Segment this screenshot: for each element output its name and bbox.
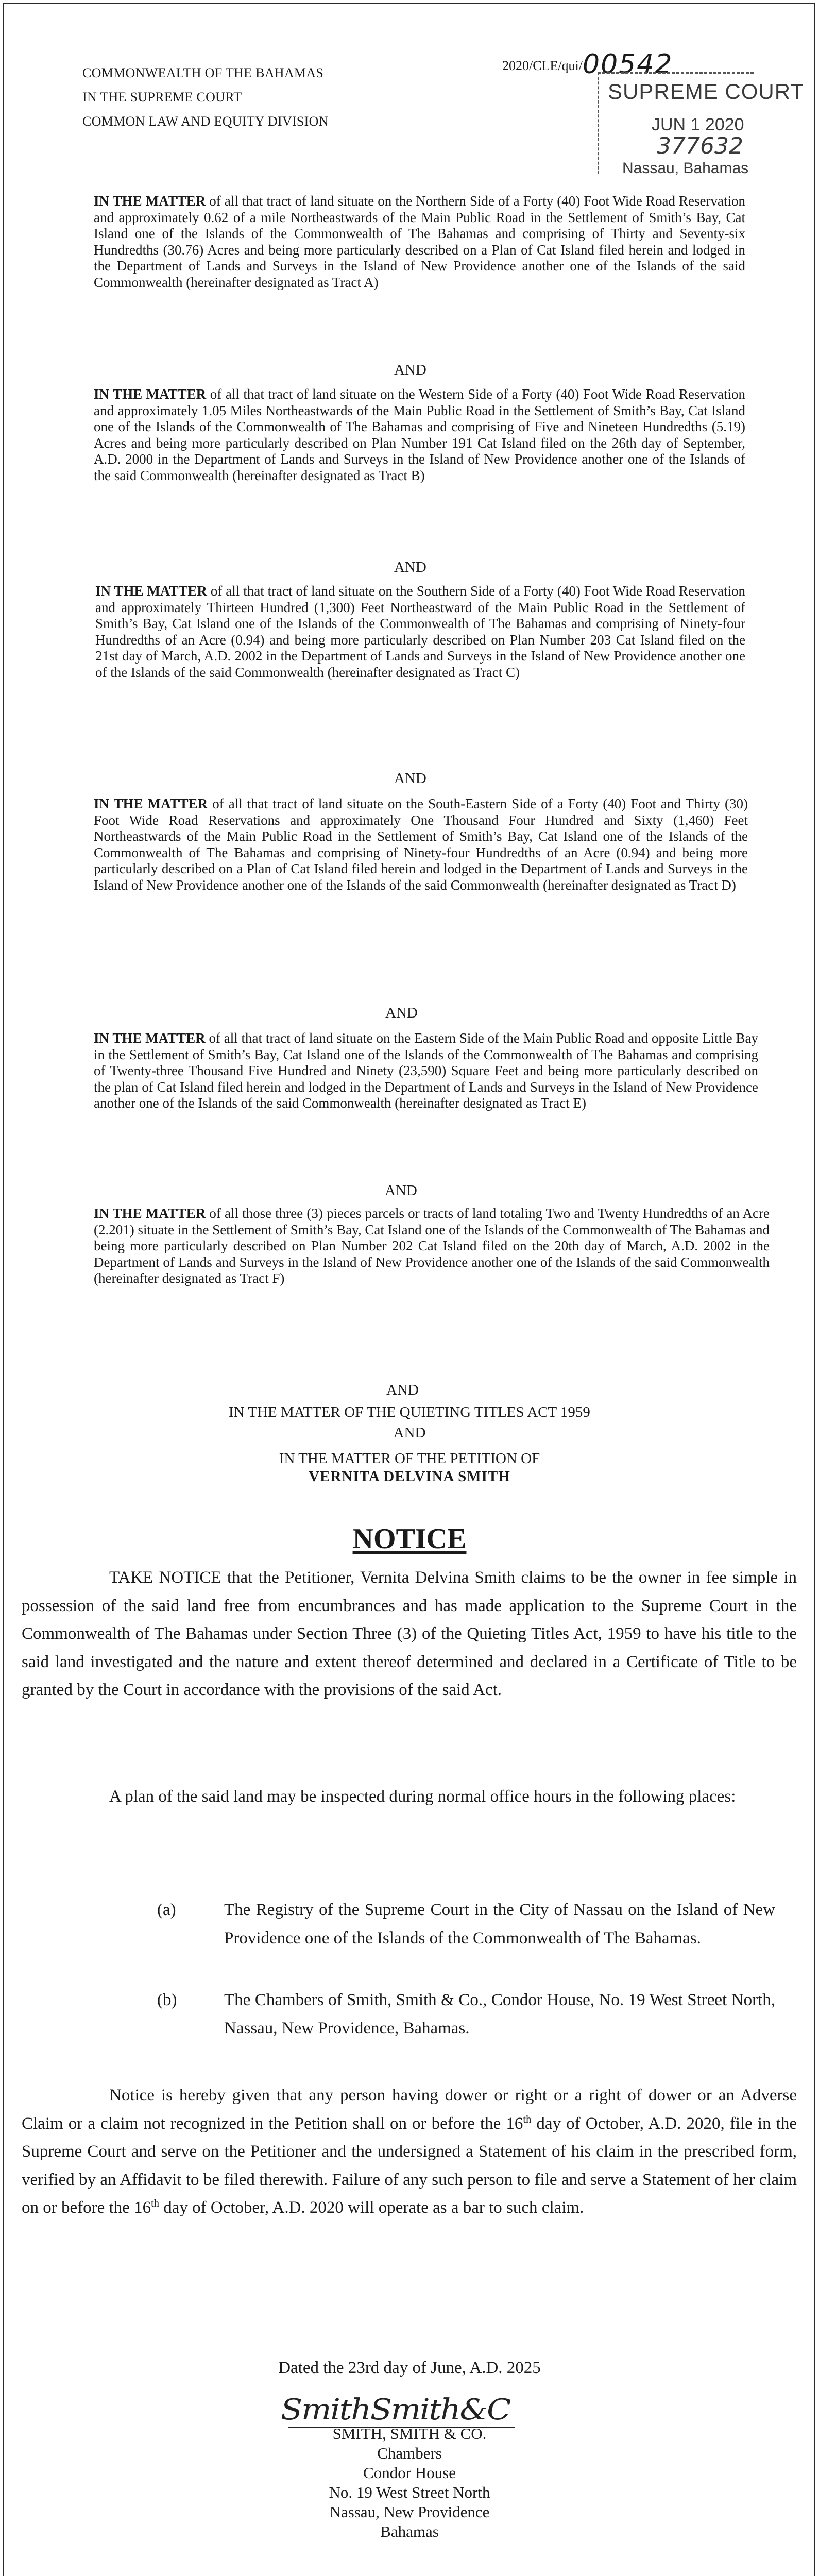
court-stamp bbox=[598, 72, 804, 180]
stamp-city: Nassau, Bahamas bbox=[622, 160, 749, 177]
notice-paragraph-3-part1: Notice is hereby given that any person having dower or right or a right of dower or an Adverse Claim or a claim not recognized in the Petition shall on or before the 16 bbox=[22, 2086, 797, 2133]
notice-title: NOTICE bbox=[352, 1523, 467, 1555]
and-separator: AND bbox=[394, 362, 426, 378]
matter-lead: IN THE MATTER bbox=[94, 193, 206, 209]
matter-lead: IN THE MATTER bbox=[94, 1030, 206, 1046]
notice-paragraph-2 bbox=[22, 1783, 797, 1811]
and-separator: AND bbox=[386, 1382, 419, 1398]
firm-name: SMITH, SMITH & CO. bbox=[332, 2425, 487, 2443]
place-label: (b) bbox=[157, 1991, 177, 2009]
firm-line-5: Bahamas bbox=[380, 2522, 439, 2540]
stamp-court: SUPREME COURT bbox=[608, 79, 804, 104]
petitioner-name: VERNITA DELVINA SMITH bbox=[309, 1468, 510, 1485]
matter-lead: IN THE MATTER bbox=[95, 583, 207, 599]
and-separator: AND bbox=[385, 1182, 417, 1199]
header-division: COMMON LAW AND EQUITY DIVISION bbox=[82, 114, 329, 129]
firm-line-4: Nassau, New Providence bbox=[329, 2503, 490, 2521]
matter-lead: IN THE MATTER bbox=[94, 386, 207, 402]
matter-tract-a bbox=[94, 193, 745, 291]
matter-text: of all that tract of land situate on the Northern Side of a Forty (40) Foot Wide Road Reservation and approximately 0.62 of a mile Northeastwards of the Main Public Road in the Settlement of Smith’s Bay, Cat Island one of the Islands of the Commonwealth of The Bahamas and comprising of Thirty and Seventy-six Hundredths (30.76) Acres and being more particularly described on a Plan of Cat Island filed herein and lodged in the Department of Lands and Surveys in the Island of New Providence another one of the Islands of the said Commonwealth (hereinafter designated as Tract A) bbox=[94, 193, 745, 290]
matter-tract-c bbox=[95, 583, 745, 681]
matter-tract-d bbox=[94, 796, 748, 894]
matter-tract-b bbox=[94, 386, 745, 484]
firm-line-3: No. 19 West Street North bbox=[329, 2483, 490, 2501]
court-header bbox=[82, 61, 329, 133]
quieting-titles-act: IN THE MATTER OF THE QUIETING TITLES ACT 1959 bbox=[229, 1404, 590, 1420]
matter-text: of all that tract of land situate on the Eastern Side of the Main Public Road and opposite Little Bay in the Settlement of Smith’s Bay, Cat Island one of the Islands of the Commonwealth of The Bahamas and comprising of Twenty-three Thousand Five Hundred and Ninety (23,590) Square Feet and being more particularly described on the plan of Cat Island filed herein and lodged in the Department of Lands and Surveys in the Island of New Providence another one of the Islands of the said Commonwealth (hereinafter designated as Tract E) bbox=[94, 1030, 758, 1111]
and-separator: AND bbox=[394, 770, 426, 787]
matter-text: of all those three (3) pieces parcels or tracts of land totaling Two and Twenty Hundredths of an Acre (2.201) situate in the Settlement of Smith’s Bay, Cat Island one of the Islands of the Commonwealth of The Bahamas and being more particularly described on Plan Number 202 Cat Island filed on the 20th day of March, A.D. 2002 in the Department of Lands and Surveys in the Island of New Providence another one of the Islands of the said Commonwealth (hereinafter designated as Tract F) bbox=[94, 1206, 770, 1286]
firm-block bbox=[0, 2424, 819, 2541]
matter-tract-e bbox=[94, 1030, 758, 1112]
file-prefix: 2020/CLE/qui/ bbox=[502, 58, 583, 73]
matter-text: of all that tract of land situate on the South-Eastern Side of a Forty (40) Foot and Thirty (30) Foot Wide Road Reservations and approximately One Thousand Four Hundred and Sixty (1,460) Feet Northeastwards of the Main Public Road in the Settlement of Smith’s Bay, Cat Island one of the Islands of the Commonwealth of The Bahamas and comprising of Ninety-four Hundredths of an Acre (0.94) and being more particularly described on a Plan of Cat Island filed herein and lodged in the Department of Lands and Surveys in the Island of New Providence another one of the Islands of the said Commonwealth (hereinafter designated as Tract D) bbox=[94, 796, 748, 893]
matter-lead: IN THE MATTER bbox=[94, 1206, 206, 1221]
firm-line-2: Condor House bbox=[363, 2464, 456, 2482]
place-text: The Registry of the Supreme Court in the City of Nassau on the Island of New Providence one of the Islands of the Commonwealth of The Bahamas. bbox=[224, 1901, 775, 1947]
stamp-handwriting: 377632 bbox=[657, 133, 743, 159]
stamp-date: JUN 1 2020 bbox=[652, 115, 744, 134]
handwritten-signature: SmithSmith&C bbox=[281, 2393, 510, 2427]
matter-text: of all that tract of land situate on the Western Side of a Forty (40) Foot Wide Road Reservation and approximately 1.05 Miles Northeastwards of the Main Public Road in the Settlement of Smith’s Bay, Cat Island one of the Islands of the Commonwealth of The Bahamas and comprising of Five and Nineteen Hundredths (5.19) Acres and being more particularly described on Plan Number 191 Cat Island filed on the 26th day of September, A.D. 2000 in the Department of Lands and Surveys in the Island of New Providence another one of the Islands of the said Commonwealth (hereinafter designated as Tract B) bbox=[94, 386, 745, 483]
notice-paragraph-3-part2: day of October, A.D. 2020, file in the Supreme Court and serve on the Petitioner and the undersigned a Statement of his claim in the prescribed form, verified by an Affidavit to be filed therewith. Failure of any such person to file and serve a Statement of her claim on or before the 16 bbox=[22, 2114, 797, 2217]
place-label: (a) bbox=[157, 1901, 176, 1919]
and-separator: AND bbox=[385, 1005, 418, 1021]
notice-paragraph-2-text: A plan of the said land may be inspected during normal office hours in the following places: bbox=[109, 1787, 736, 1806]
and-separator: AND bbox=[393, 1425, 426, 1441]
header-supreme-court: IN THE SUPREME COURT bbox=[82, 90, 242, 105]
matter-lead: IN THE MATTER bbox=[94, 796, 208, 811]
firm-line-1: Chambers bbox=[377, 2444, 442, 2462]
matter-tract-f bbox=[94, 1206, 770, 1287]
notice-paragraph-3-part3: day of October, A.D. 2020 will operate as a bar to such claim. bbox=[159, 2198, 584, 2217]
notice-paragraph-3 bbox=[22, 2081, 797, 2222]
notice-paragraph-1 bbox=[22, 1564, 797, 1704]
matter-text: of all that tract of land situate on the Southern Side of a Forty (40) Foot Wide Road Reservation and approximately Thirteen Hundred (1,300) Feet Northeastward of the Main Public Road in the Settlement of Smith’s Bay, Cat Island one of the Islands of the Commonwealth of The Bahamas and comprising of Ninety-four Hundredths of an Acre (0.94) and being more particularly described on Plan Number 203 Cat Island filed on the 21st day of March, A.D. 2002 in the Department of Lands and Surveys in the Island of New Providence another one of the Islands of the said Commonwealth (hereinafter designated as Tract C) bbox=[95, 583, 745, 680]
and-separator: AND bbox=[394, 559, 426, 575]
place-text: The Chambers of Smith, Smith & Co., Condor House, No. 19 West Street North, Nassau, New Providence, Bahamas. bbox=[224, 1991, 775, 2038]
dated-line: Dated the 23rd day of June, A.D. 2025 bbox=[278, 2359, 541, 2377]
header-commonwealth: COMMONWEALTH OF THE BAHAMAS bbox=[82, 65, 324, 80]
ordinal-suffix: th bbox=[523, 2113, 532, 2125]
file-number-handwritten: 00542 bbox=[583, 49, 673, 80]
notice-paragraph-1-text: TAKE NOTICE that the Petitioner, Vernita Delvina Smith claims to be the owner in fee simple in possession of the said land free from encumbrances and has made application to the Supreme Court in the Commonwealth of The Bahamas under Section Three (3) of the Quieting Titles Act, 1959 to have his title to the said land investigated and the nature and extent thereof determined and declared in a Certificate of Title to be granted by the Court in accordance with the provisions of the said Act. bbox=[22, 1568, 797, 1699]
ordinal-suffix: th bbox=[151, 2198, 159, 2209]
petition-of: IN THE MATTER OF THE PETITION OF bbox=[279, 1450, 540, 1467]
